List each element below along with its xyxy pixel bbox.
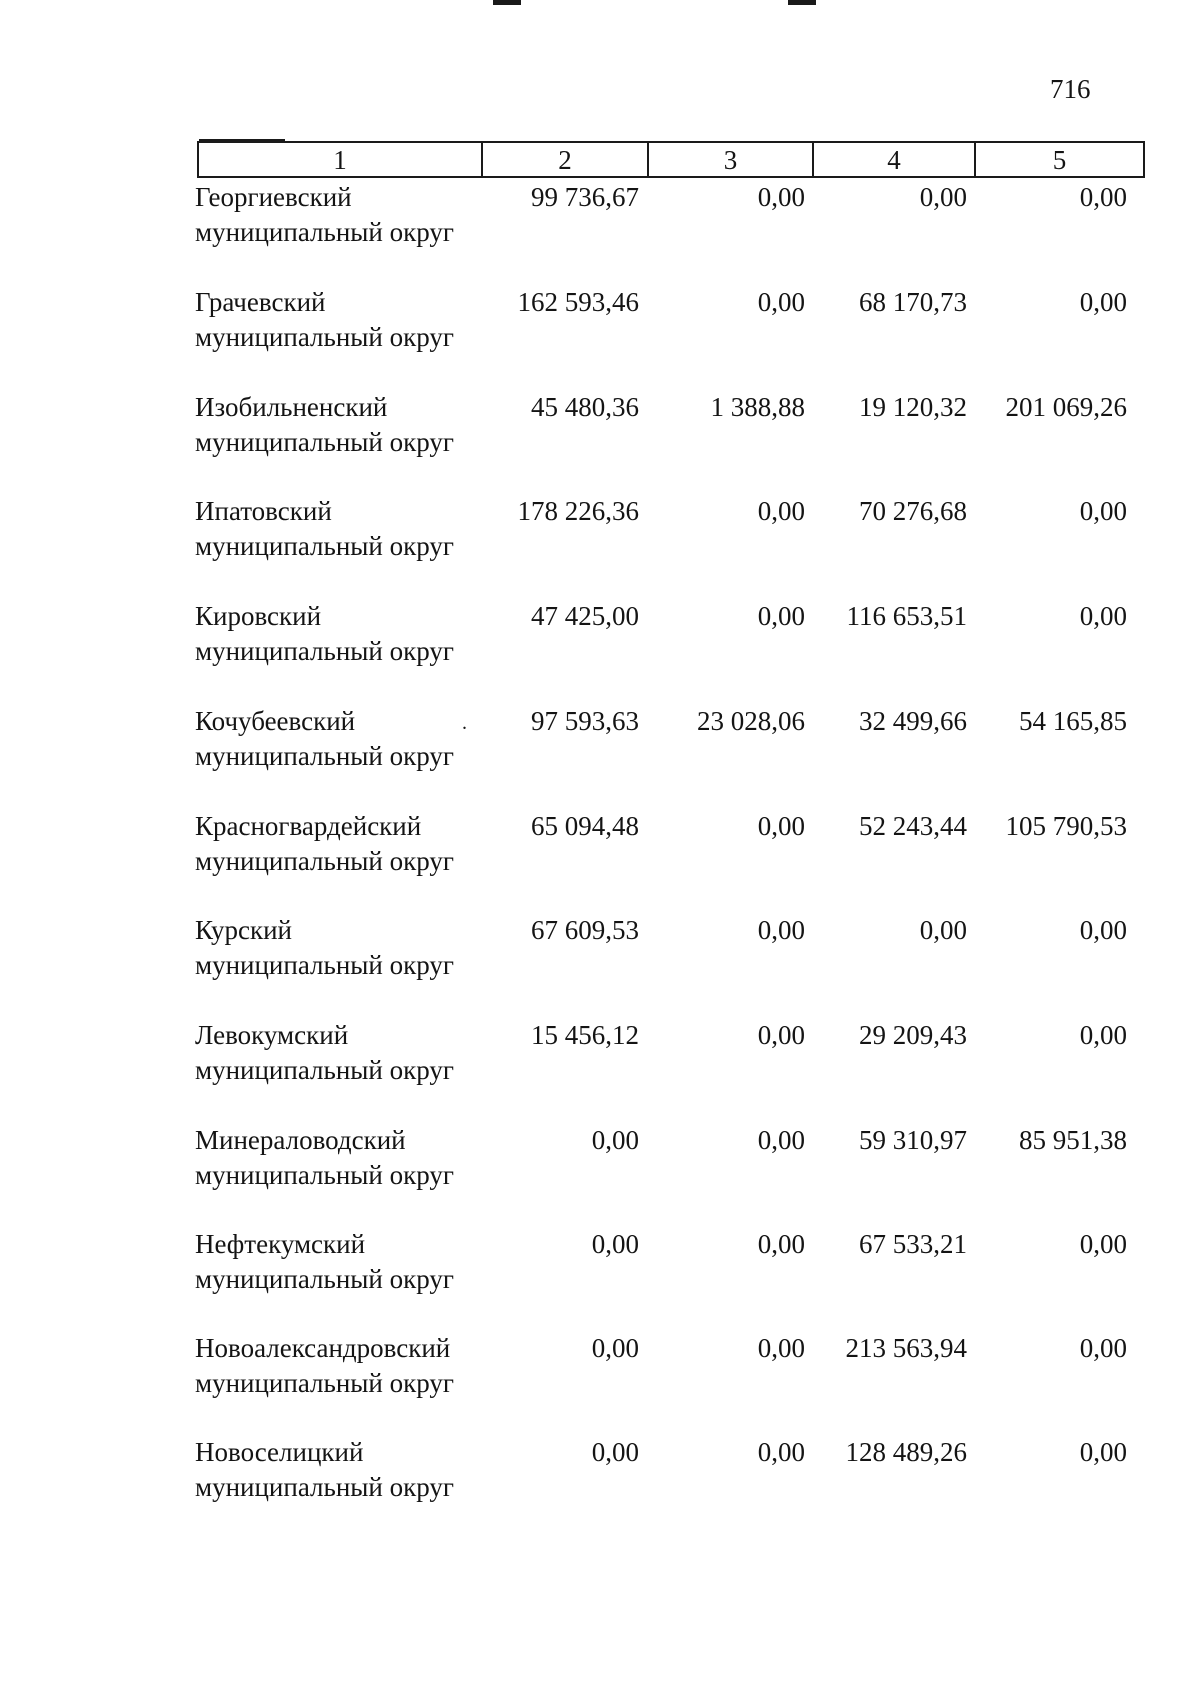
table-row <box>197 1227 1145 1307</box>
value-col2: 0,00 <box>591 1437 639 1467</box>
column-header-2: 2 <box>481 143 647 176</box>
value-col3: 0,00 <box>757 1125 805 1155</box>
value-col4: 59 310,97 <box>859 1125 967 1155</box>
value-col2: 97 593,63 <box>531 706 639 736</box>
district-name-line2: муниципальный округ <box>195 1055 454 1085</box>
value-col4: 70 276,68 <box>859 496 967 526</box>
district-name-line2: муниципальный округ <box>195 427 454 457</box>
district-name <box>195 913 485 983</box>
table-row <box>197 390 1145 470</box>
district-name <box>195 494 485 564</box>
district-name-line1: Георгиевский <box>195 182 352 212</box>
value-col2: 45 480,36 <box>531 392 639 422</box>
district-name-line1: Кировский <box>195 601 322 631</box>
district-name <box>195 180 485 250</box>
district-name-line1: Новоселицкий <box>195 1437 364 1467</box>
district-name-line2: муниципальный округ <box>195 1160 454 1190</box>
value-col4: 67 533,21 <box>859 1229 967 1259</box>
value-col4: 128 489,26 <box>845 1437 967 1467</box>
value-col3: 0,00 <box>757 1229 805 1259</box>
table-row <box>197 1123 1145 1203</box>
table-row <box>197 180 1145 260</box>
district-name-line2: муниципальный округ <box>195 1368 454 1398</box>
value-col5: 0,00 <box>1079 1229 1127 1259</box>
district-name-line1: Изобильненский <box>195 392 388 422</box>
value-col2: 15 456,12 <box>531 1020 639 1050</box>
district-name-line1: Красногвардейский <box>195 811 422 841</box>
table-row <box>197 809 1145 889</box>
district-name-line2: муниципальный округ <box>195 531 454 561</box>
table-row <box>197 599 1145 679</box>
column-header-3: 3 <box>647 143 812 176</box>
district-name <box>195 1435 485 1505</box>
value-col2: 0,00 <box>591 1333 639 1363</box>
column-header-4: 4 <box>812 143 974 176</box>
value-col5: 0,00 <box>1079 182 1127 212</box>
table-row <box>197 494 1145 574</box>
district-name <box>195 285 485 355</box>
table-row <box>197 1018 1145 1098</box>
value-col3: 0,00 <box>757 1437 805 1467</box>
district-name-line2: муниципальный округ <box>195 741 454 771</box>
value-col5: 201 069,26 <box>1005 392 1127 422</box>
value-col5: 105 790,53 <box>1005 811 1127 841</box>
value-col2: 0,00 <box>591 1125 639 1155</box>
value-col2: 0,00 <box>591 1229 639 1259</box>
district-name <box>195 809 485 879</box>
value-col3: 0,00 <box>757 287 805 317</box>
value-col4: 32 499,66 <box>859 706 967 736</box>
value-col3: 0,00 <box>757 1333 805 1363</box>
district-name <box>195 599 485 669</box>
table-row <box>197 1331 1145 1411</box>
district-name-line2: муниципальный округ <box>195 1264 454 1294</box>
value-col4: 29 209,43 <box>859 1020 967 1050</box>
value-col3: 1 388,88 <box>710 392 805 422</box>
value-col3: 0,00 <box>757 915 805 945</box>
value-col2: 99 736,67 <box>531 182 639 212</box>
value-col2: 162 593,46 <box>517 287 639 317</box>
district-name-line2: муниципальный округ <box>195 950 454 980</box>
value-col5: 0,00 <box>1079 915 1127 945</box>
district-name <box>195 1018 485 1088</box>
district-name-line1: Нефтекумский <box>195 1229 366 1259</box>
value-col4: 213 563,94 <box>845 1333 967 1363</box>
value-col2: 65 094,48 <box>531 811 639 841</box>
district-name-line1: Ипатовский <box>195 496 332 526</box>
district-name-line1: Левокумский <box>195 1020 349 1050</box>
value-col2: 67 609,53 <box>531 915 639 945</box>
value-col4: 116 653,51 <box>846 601 967 631</box>
table-row <box>197 704 1145 784</box>
district-name-line2: муниципальный округ <box>195 217 454 247</box>
value-col2: 47 425,00 <box>531 601 639 631</box>
district-name-line1: Минераловодский <box>195 1125 406 1155</box>
scan-artifact-mark <box>493 0 521 5</box>
district-name-line2: муниципальный округ <box>195 636 454 666</box>
table-row <box>197 1435 1145 1515</box>
scan-artifact-mark <box>788 0 816 5</box>
district-name-line1: Курский <box>195 915 292 945</box>
stray-scan-dot: . <box>462 712 467 734</box>
district-name <box>195 1123 485 1193</box>
value-col3: 0,00 <box>757 1020 805 1050</box>
value-col5: 0,00 <box>1079 1020 1127 1050</box>
value-col3: 0,00 <box>757 601 805 631</box>
value-col4: 19 120,32 <box>859 392 967 422</box>
page-number: 716 <box>1050 74 1091 104</box>
budget-table <box>195 141 1145 1502</box>
district-name-line2: муниципальный округ <box>195 322 454 352</box>
value-col3: 0,00 <box>757 182 805 212</box>
district-name-line2: муниципальный округ <box>195 1472 454 1502</box>
table-header-row <box>197 141 1145 178</box>
district-name <box>195 1331 485 1401</box>
value-col3: 0,00 <box>757 811 805 841</box>
value-col5: 0,00 <box>1079 1437 1127 1467</box>
column-header-5: 5 <box>974 143 1143 176</box>
value-col4: 52 243,44 <box>859 811 967 841</box>
value-col5: 0,00 <box>1079 287 1127 317</box>
value-col2: 178 226,36 <box>517 496 639 526</box>
value-col3: 0,00 <box>757 496 805 526</box>
value-col3: 23 028,06 <box>697 706 805 736</box>
value-col4: 0,00 <box>919 182 967 212</box>
value-col5: 0,00 <box>1079 1333 1127 1363</box>
district-name <box>195 390 485 460</box>
district-name-line1: Грачевский <box>195 287 326 317</box>
value-col4: 68 170,73 <box>859 287 967 317</box>
value-col5: 0,00 <box>1079 496 1127 526</box>
value-col5: 85 951,38 <box>1019 1125 1127 1155</box>
table-row <box>197 285 1145 365</box>
column-header-1: 1 <box>333 145 347 175</box>
district-name-line1: Новоалександровский <box>195 1333 451 1363</box>
table-row <box>197 913 1145 993</box>
value-col4: 0,00 <box>919 915 967 945</box>
district-name-line1: Кочубеевский <box>195 706 356 736</box>
value-col5: 0,00 <box>1079 601 1127 631</box>
value-col5: 54 165,85 <box>1019 706 1127 736</box>
district-name-line2: муниципальный округ <box>195 846 454 876</box>
district-name <box>195 704 485 774</box>
district-name <box>195 1227 485 1297</box>
